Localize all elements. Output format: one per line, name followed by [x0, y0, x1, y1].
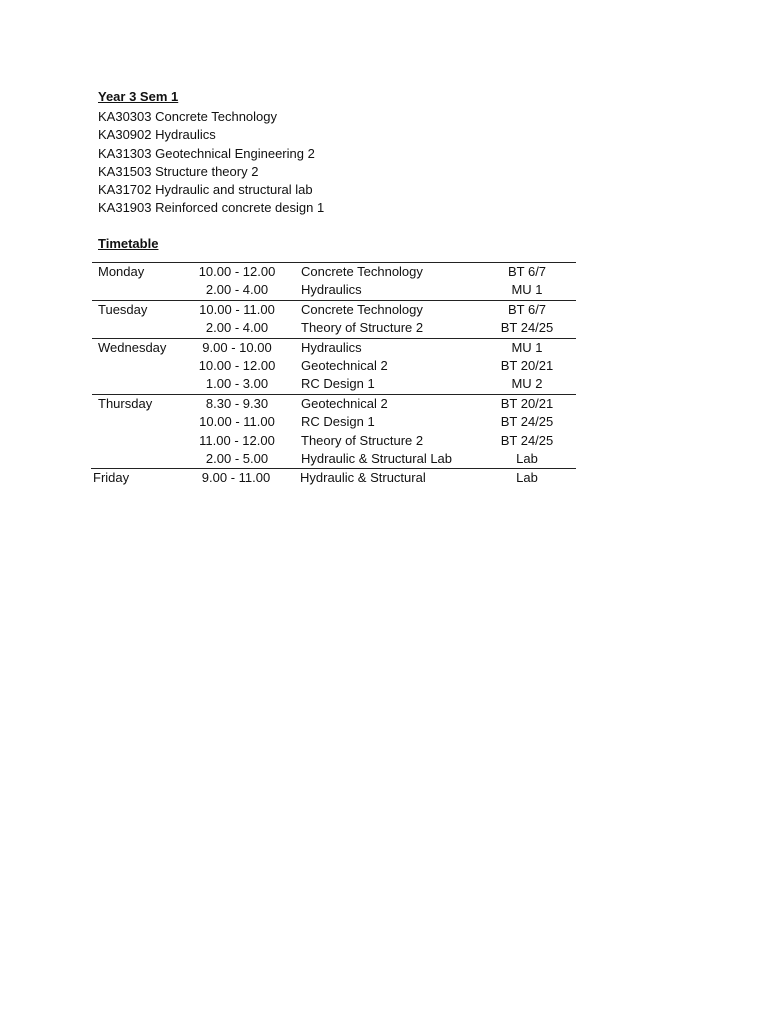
table-row: [92, 319, 576, 337]
course-item: KA31702 Hydraulic and structural lab: [98, 182, 313, 198]
session-time: 2.00 - 4.00: [205, 320, 269, 336]
timetable-day-tuesday: [92, 300, 576, 338]
table-row: [91, 469, 576, 487]
session-subject: RC Design 1: [301, 376, 375, 392]
day-label: Wednesday: [98, 339, 167, 355]
session-subject: Concrete Technology: [301, 301, 423, 317]
session-room: BT 20/21: [500, 395, 554, 411]
session-room: BT 6/7: [507, 264, 547, 279]
session-time: 10.00 - 11.00: [199, 301, 275, 317]
session-room: Lab: [516, 470, 538, 486]
table-row: [92, 395, 576, 413]
session-subject: Hydraulic & Structural: [300, 470, 426, 486]
course-item: KA31503 Structure theory 2: [98, 163, 259, 179]
session-time: 10.00 - 12.00: [198, 357, 276, 373]
table-row: [92, 375, 576, 393]
table-row: [92, 413, 576, 431]
session-subject: Geotechnical 2: [301, 395, 388, 411]
table-row: [92, 263, 576, 281]
session-time: 11.00 - 12.00: [199, 432, 275, 448]
table-row: [92, 281, 576, 299]
session-room: BT 24/25: [500, 320, 554, 336]
session-time: 1.00 - 3.00: [205, 376, 269, 392]
session-room: BT 20/21: [500, 357, 554, 373]
day-label: Thursday: [98, 395, 153, 411]
course-item: KA30303 Concrete Technology: [98, 109, 277, 124]
session-subject: Hydraulics: [301, 339, 362, 355]
timetable-day-friday: [91, 468, 576, 487]
session-room: MU 1: [511, 282, 543, 298]
course-item: KA30902 Hydraulics: [98, 127, 216, 143]
session-time: 10.00 - 11.00: [199, 414, 275, 430]
session-time: 10.00 - 12.00: [198, 264, 276, 279]
session-room: MU 1: [511, 339, 543, 355]
timetable: [0, 262, 768, 488]
timetable-day-thursday: [92, 394, 576, 469]
session-room: BT 6/7: [507, 301, 547, 317]
session-room: BT 24/25: [500, 432, 554, 448]
day-label: Friday: [93, 470, 130, 486]
session-subject: Theory of Structure 2: [301, 432, 424, 448]
table-row: [92, 450, 576, 468]
session-time: 8.30 - 9.30: [205, 395, 269, 411]
session-time: 2.00 - 4.00: [205, 282, 269, 298]
course-item: KA31303 Geotechnical Engineering 2: [98, 145, 315, 161]
table-row: [92, 301, 576, 319]
day-label: Monday: [98, 264, 145, 279]
course-item: KA31903 Reinforced concrete design 1: [98, 200, 325, 216]
session-room: MU 2: [511, 376, 543, 392]
table-row: [92, 432, 576, 450]
session-subject: Hydraulic & Structural Lab: [301, 450, 453, 466]
table-row: [92, 357, 576, 375]
session-room: BT 24/25: [500, 414, 554, 430]
session-room: Lab: [516, 450, 538, 466]
session-subject: Theory of Structure 2: [301, 320, 424, 336]
session-subject: Concrete Technology: [301, 264, 423, 279]
session-time: 9.00 - 11.00: [201, 470, 271, 486]
timetable-heading: Timetable: [98, 236, 159, 251]
session-time: 9.00 - 10.00: [202, 339, 272, 355]
session-subject: RC Design 1: [301, 414, 375, 430]
table-row: [92, 339, 576, 357]
session-subject: Hydraulics: [301, 282, 362, 298]
session-subject: Geotechnical 2: [301, 357, 388, 373]
timetable-day-monday: [92, 262, 576, 300]
timetable-day-wednesday: [92, 338, 576, 394]
semester-heading: Year 3 Sem 1: [98, 89, 179, 104]
course-list: [98, 108, 324, 218]
day-label: Tuesday: [98, 301, 148, 317]
session-time: 2.00 - 5.00: [205, 450, 269, 466]
